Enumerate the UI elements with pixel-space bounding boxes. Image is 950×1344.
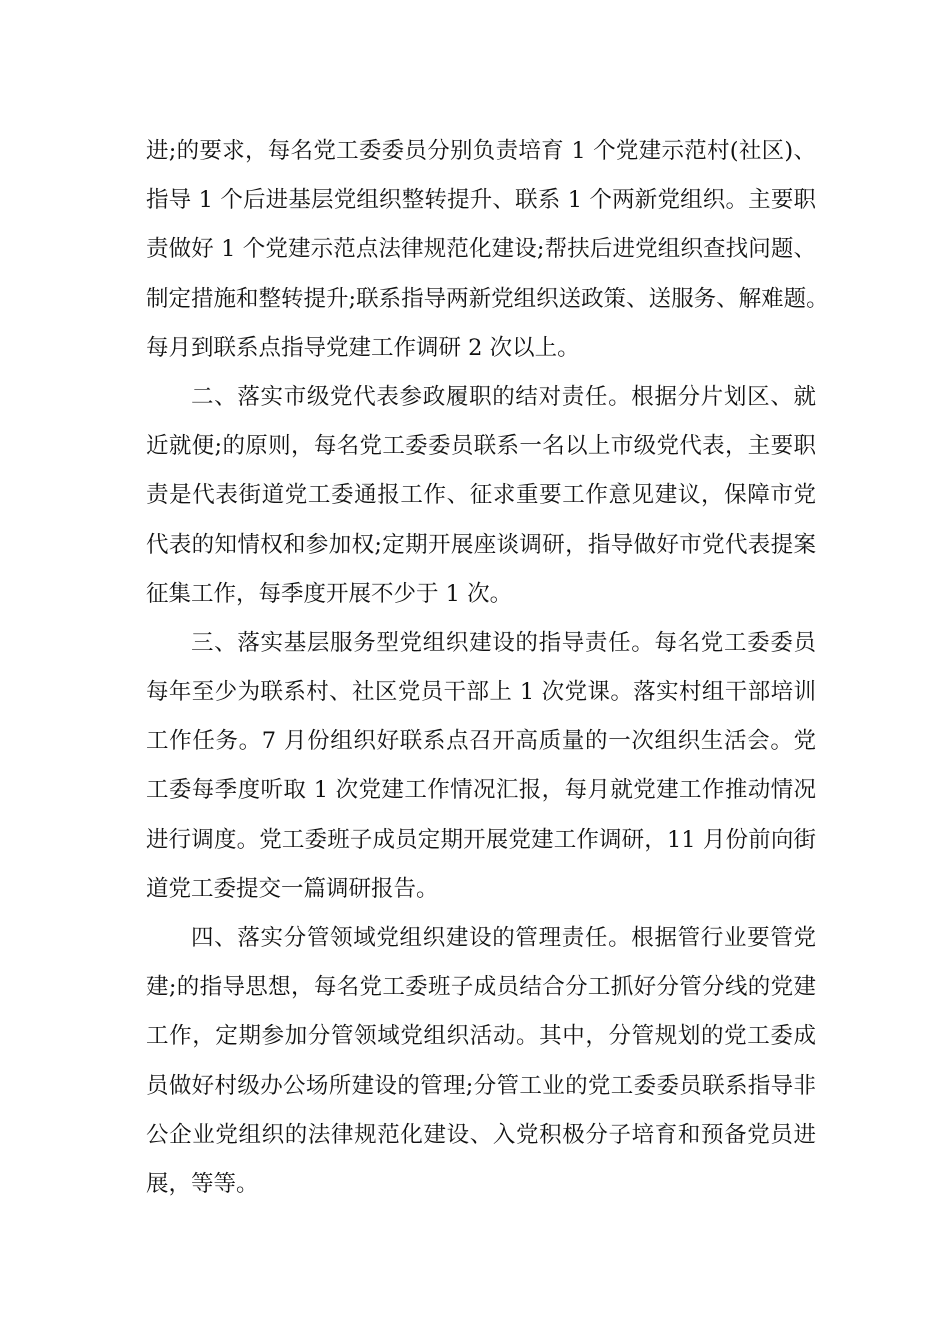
text-line: 四、落实分管领域党组织建设的管理责任。根据管行业要管党: [191, 925, 816, 951]
text-line: 员做好村级办公场所建设的管理;分管工业的党工委委员联系指导非: [146, 1072, 816, 1099]
text-line: 进;的要求，每名党工委委员分别负责培育 1 个党建示范村(社区)、: [146, 138, 816, 164]
text-line: 指导 1 个后进基层党组织整转提升、联系 1 个两新党组织。主要职: [146, 187, 816, 214]
text-line: 二、落实市级党代表参政履职的结对责任。根据分片划区、就: [191, 383, 816, 410]
text-line: 公企业党组织的法律规范化建设、入党积极分子培育和预备党员进: [146, 1121, 816, 1148]
text-line: 责做好 1 个党建示范点法律规范化建设;帮扶后进党组织查找问题、: [146, 236, 816, 263]
paragraph-4: [146, 914, 816, 1209]
text-line: 责是代表街道党工委通报工作、征求重要工作意见建议，保障市党: [146, 482, 816, 509]
text-line: 每年至少为联系村、社区党员干部上 1 次党课。落实村组干部培训: [146, 679, 816, 706]
document-body: [146, 127, 829, 1209]
text-line: 征集工作，每季度开展不少于 1 次。: [146, 580, 513, 607]
paragraph-2: [146, 373, 816, 619]
text-line: 工作，定期参加分管领域党组织活动。其中，分管规划的党工委成: [146, 1023, 816, 1050]
text-line: 道党工委提交一篇调研报告。: [146, 875, 439, 902]
text-line: 展，等等。: [146, 1170, 259, 1197]
text-line: 三、落实基层服务型党组织建设的指导责任。每名党工委委员: [191, 629, 816, 656]
text-line: 制定措施和整转提升;联系指导两新党组织送政策、送服务、解难题。: [146, 285, 829, 312]
text-line: 工委每季度听取 1 次党建工作情况汇报，每月就党建工作推动情况: [146, 777, 816, 804]
text-line: 代表的知情权和参加权;定期开展座谈调研，指导做好市党代表提案: [146, 531, 816, 558]
text-line: 近就便;的原则，每名党工委委员联系一名以上市级党代表，主要职: [146, 433, 816, 460]
paragraph-3: [146, 619, 816, 914]
text-line: 建;的指导思想，每名党工委班子成员结合分工抓好分管分线的党建: [146, 974, 816, 1001]
paragraph-1: [146, 127, 829, 373]
text-line: 进行调度。党工委班子成员定期开展党建工作调研，11 月份前向街: [146, 826, 816, 853]
text-line: 每月到联系点指导党建工作调研 2 次以上。: [146, 334, 580, 361]
text-line: 工作任务。7 月份组织好联系点召开高质量的一次组织生活会。党: [146, 728, 816, 755]
